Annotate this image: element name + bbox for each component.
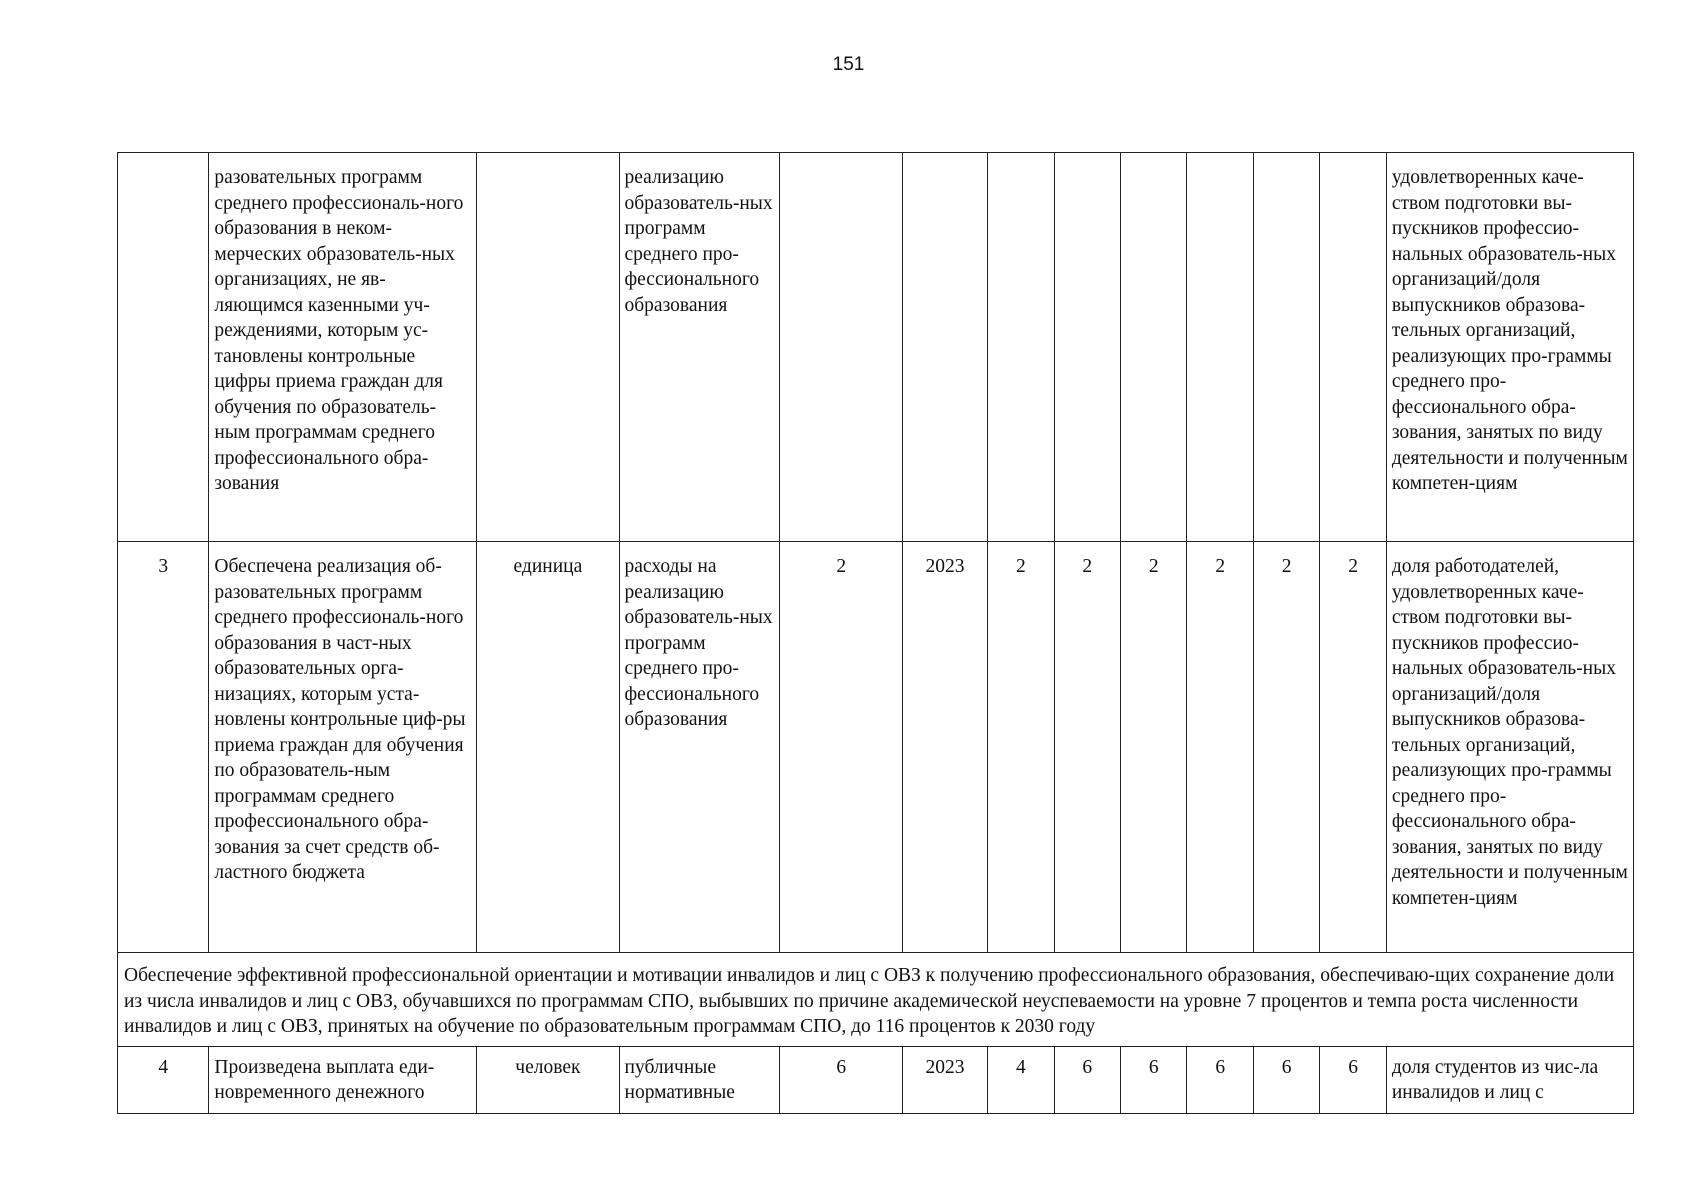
page-number: 151 (832, 54, 865, 75)
cell-base-value (780, 153, 903, 542)
cell-num: 3 (118, 542, 209, 953)
cell-year-value: 6 (1187, 1046, 1253, 1113)
cell-link: доля студентов из чис-ла инвалидов и лиц с (1386, 1046, 1633, 1113)
cell-base-year: 2023 (902, 542, 987, 953)
cell-year-value: 2 (1054, 542, 1120, 953)
cell-year-value: 6 (1054, 1046, 1120, 1113)
table-row (118, 542, 1634, 953)
cell-link: удовлетворенных каче-ством подготовки вы-пускников профессио-нальных образователь-ных организаций/доля выпускников образова-тельных организаций, реализующих про-граммы среднего про-фессионального обра-зования, занятых по виду деятельности и полученным компетен-циям (1386, 153, 1633, 542)
cell-year-value (1187, 153, 1253, 542)
cell-year-value (988, 153, 1054, 542)
cell-num: 4 (118, 1046, 209, 1113)
cell-type: реализацию образователь-ных программ среднего про-фессионального образования (619, 153, 780, 542)
cell-year-value: 2 (988, 542, 1054, 953)
cell-result: разовательных программ среднего профессиональ-ного образования в неком-мерческих образователь-ных организациях, не яв-ляющимся казенными уч-реждениями, которым ус-тановлены контрольные цифры приема граждан для обучения по образователь-ным программам среднего профессионального обра-зования (209, 153, 477, 542)
cell-year-value: 2 (1121, 542, 1187, 953)
cell-base-value: 6 (780, 1046, 903, 1113)
cell-result: Произведена выплата еди-новременного денежного (209, 1046, 477, 1113)
table-row (118, 1046, 1634, 1113)
cell-year-value: 6 (1320, 1046, 1386, 1113)
cell-unit: человек (477, 1046, 619, 1113)
cell-unit (477, 153, 619, 542)
cell-year-value: 2 (1320, 542, 1386, 953)
cell-type: публичные нормативные (619, 1046, 780, 1113)
cell-link: доля работодателей, удовлетворенных каче-ством подготовки вы-пускников профессио-нальных образователь-ных организаций/доля выпускников образова-тельных организаций, реализующих про-граммы среднего про-фессионального обра-зования, занятых по виду деятельности и полученным компетен-циям (1386, 542, 1633, 953)
cell-unit: единица (477, 542, 619, 953)
table-row (118, 153, 1634, 542)
section-title: Обеспечение эффективной профессиональной ориентации и мотивации инвалидов и лиц с ОВЗ к получению профессионального образования, обеспечиваю-щих сохранение доли из числа инвалидов и лиц с ОВЗ, обучавшихся по программам СПО, выбывших по причине академической неуспеваемости на уровне 7 процентов и темпа роста численности инвалидов и лиц с ОВЗ, принятых на обучение по образовательным программам СПО, до 116 процентов к 2030 году (118, 953, 1634, 1047)
section-header-row (118, 953, 1634, 1047)
cell-year-value (1054, 153, 1120, 542)
cell-year-value: 6 (1253, 1046, 1319, 1113)
cell-year-value: 6 (1121, 1046, 1187, 1113)
results-table (117, 152, 1634, 1114)
cell-year-value (1253, 153, 1319, 542)
cell-base-value: 2 (780, 542, 903, 953)
cell-year-value: 2 (1187, 542, 1253, 953)
cell-num (118, 153, 209, 542)
cell-type: расходы на реализацию образователь-ных программ среднего про-фессионального образования (619, 542, 780, 953)
cell-base-year: 2023 (902, 1046, 987, 1113)
cell-year-value (1121, 153, 1187, 542)
cell-year-value (1320, 153, 1386, 542)
cell-year-value: 2 (1253, 542, 1319, 953)
cell-base-year (902, 153, 987, 542)
cell-result: Обеспечена реализация об-разовательных программ среднего профессиональ-ного образования в част-ных образовательных орга-низациях, которым уста-новлены контрольные циф-ры приема граждан для обучения по образователь-ным программам среднего профессионального обра-зования за счет средств об-ластного бюджета (209, 542, 477, 953)
cell-year-value: 4 (988, 1046, 1054, 1113)
